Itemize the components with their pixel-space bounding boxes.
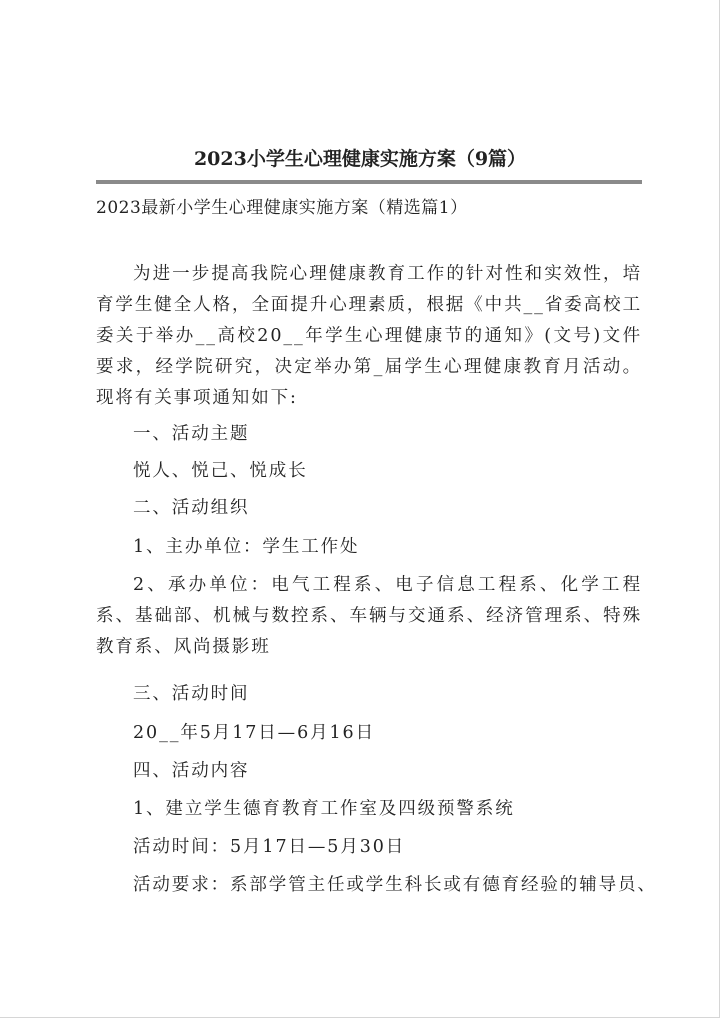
intro-paragraph: 为进一步提高我院心理健康教育工作的针对性和实效性，培育学生健全人格，全面提升心理素质，根据《中共__省委高校工委关于举办__高校20__年学生心理健康节的通知》(文号)文件要求，经学院研究，决定举办第_届学生心理健康教育月活动。现将有关事项通知如下:: [96, 264, 642, 408]
content-item-1-requirements: 活动要求：系部学管主任或学生科长或有德育经验的辅导员、: [133, 875, 657, 895]
document-title: 2023小学生心理健康实施方案（9篇）: [193, 148, 527, 170]
heading-activity-organization: 二、活动组织: [133, 498, 250, 518]
content-item-1: 1、建立学生德育教育工作室及四级预警系统: [133, 799, 515, 819]
activity-theme-text: 悦人、悦己、悦成长: [133, 461, 308, 481]
title-divider: [96, 180, 642, 184]
heading-activity-content: 四、活动内容: [133, 761, 250, 781]
co-organizers-paragraph: 2、承办单位：电气工程系、电子信息工程系、化学工程系、基础部、机械与数控系、车辆与交通系、经济管理系、特殊教育系、风尚摄影班: [96, 575, 642, 657]
heading-activity-theme: 一、活动主题: [133, 424, 250, 444]
heading-activity-time: 三、活动时间: [133, 684, 250, 704]
organizer-text: 1、主办单位：学生工作处: [133, 537, 360, 557]
activity-period-text: 20__年5月17日—6月16日: [133, 723, 375, 743]
section-subtitle: 2023最新小学生心理健康实施方案（精选篇1）: [96, 198, 468, 218]
content-item-1-time: 活动时间：5月17日—5月30日: [133, 837, 406, 857]
